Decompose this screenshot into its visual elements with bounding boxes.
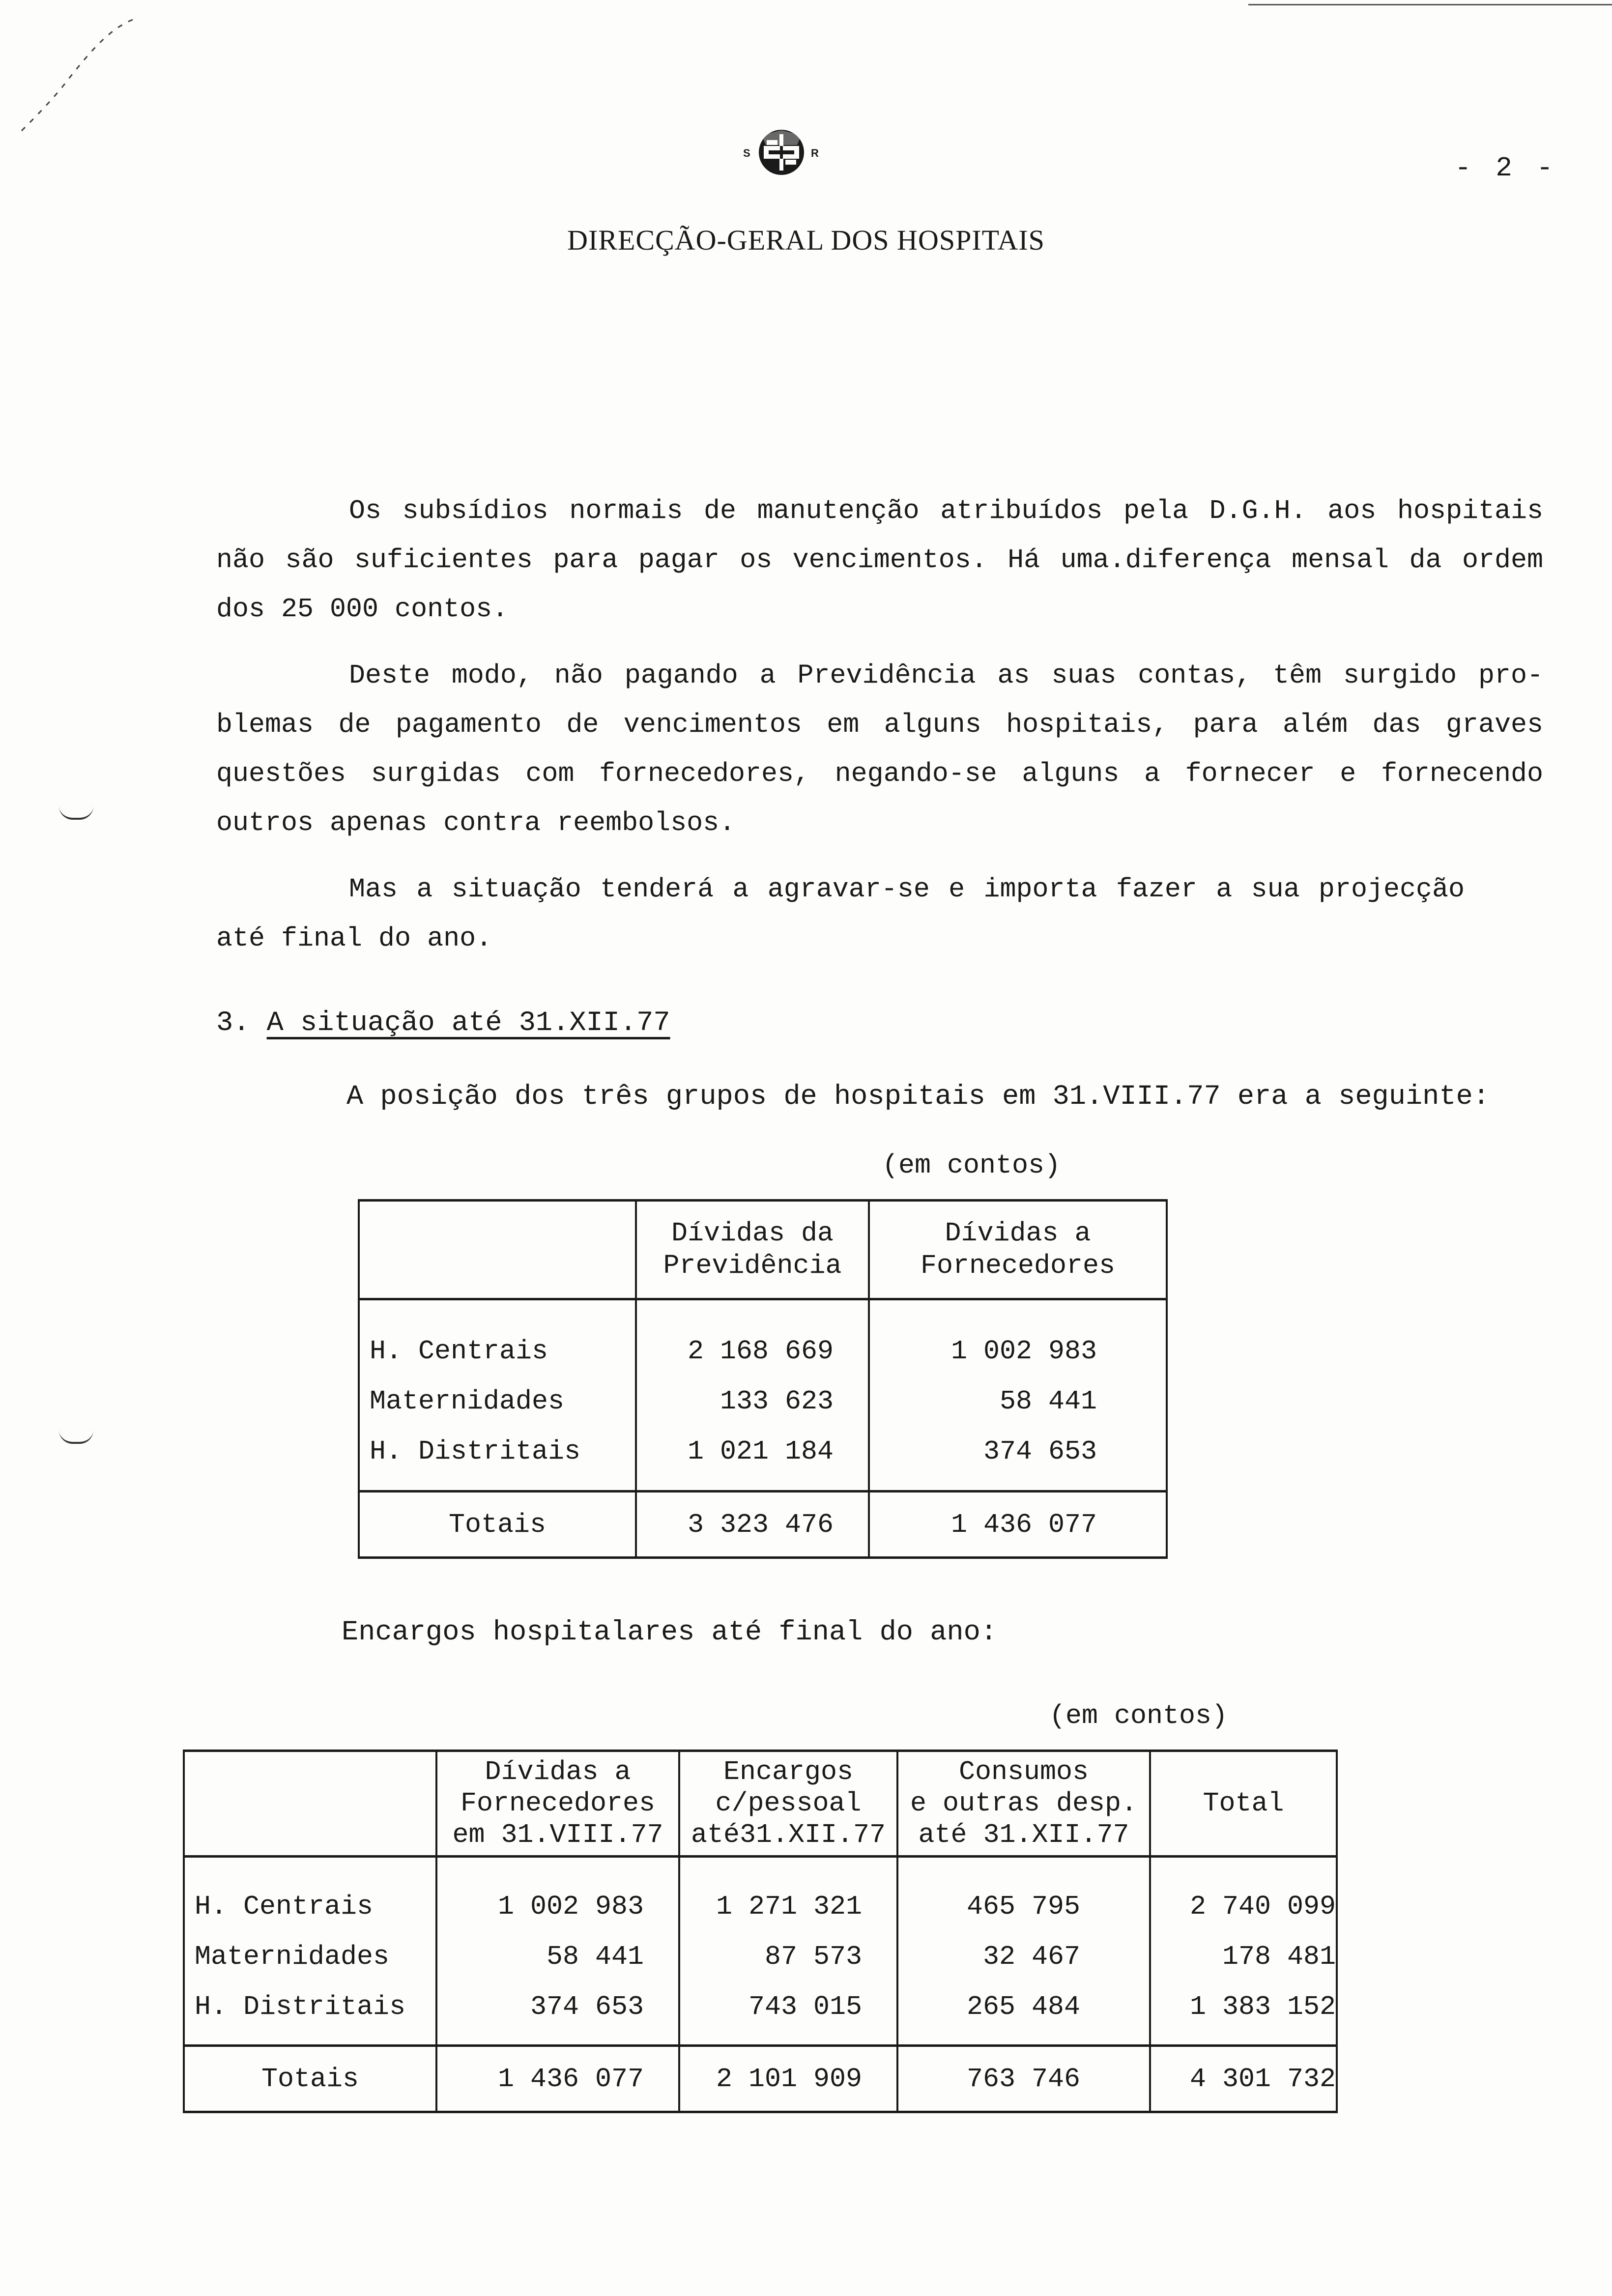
value-cell: 1 271 321	[679, 1857, 897, 1932]
value-cell: 178 481	[1150, 1931, 1337, 1981]
logo-letter-r: R	[811, 147, 819, 159]
row-label: H. Distritais	[184, 1981, 436, 2046]
paragraph-line: blemas de pagamento de vencimentos em alguns hospitais, para além das graves	[216, 709, 1543, 740]
totals-label: Totais	[359, 1492, 636, 1558]
debts-table	[358, 1199, 1168, 1559]
top-edge-line	[1248, 4, 1612, 5]
total-cell: 4 301 732	[1150, 2046, 1337, 2112]
paragraph-3	[216, 865, 1465, 963]
table-row	[359, 1376, 1167, 1426]
value-cell: 58 441	[436, 1931, 679, 1981]
section-number: 3.	[216, 1007, 250, 1039]
header-cell: Dívidas a Fornecedores em 31.VIII.77	[436, 1751, 679, 1857]
value-cell: 743 015	[679, 1981, 897, 2046]
paragraph-line: Mas a situação tenderá a agravar-se e importa fazer a sua projecção	[349, 874, 1465, 905]
header-cell: Total	[1150, 1751, 1337, 1857]
value-cell: 133 623	[636, 1376, 869, 1426]
value-cell: 465 795	[897, 1857, 1150, 1932]
header-cell-empty	[359, 1201, 636, 1299]
row-label: H. Distritais	[359, 1426, 636, 1492]
paragraph-line: não são suficientes para pagar os vencimentos. Há uma.diferença mensal da ordem	[216, 545, 1543, 575]
value-cell: 1 002 983	[436, 1857, 679, 1932]
total-cell: 763 746	[897, 2046, 1150, 2112]
section-heading	[216, 1007, 670, 1039]
value-cell: 1 002 983	[869, 1299, 1167, 1377]
value-cell: 2 740 099	[1150, 1857, 1337, 1932]
value-cell: 374 653	[869, 1426, 1167, 1492]
hole-punch-mark-icon	[59, 1430, 93, 1444]
value-cell: 58 441	[869, 1376, 1167, 1426]
value-cell: 1 021 184	[636, 1426, 869, 1492]
table-row	[184, 1981, 1337, 2046]
total-cell: 2 101 909	[679, 2046, 897, 2112]
totals-row	[184, 2046, 1337, 2112]
paragraph-line: até final do ano.	[216, 923, 492, 954]
paragraph-line: Os subsídios normais de manutenção atribuídos pela D.G.H. aos hospitais	[349, 495, 1543, 526]
table1-unit: (em contos)	[882, 1150, 1061, 1181]
charges-table	[183, 1750, 1338, 2113]
value-cell: 1 383 152	[1150, 1981, 1337, 2046]
page-header: DIRECÇÃO-GERAL DOS HOSPITAIS	[567, 224, 1045, 256]
value-cell: 32 467	[897, 1931, 1150, 1981]
table-row	[184, 1931, 1337, 1981]
value-cell: 265 484	[897, 1981, 1150, 2046]
total-cell: 3 323 476	[636, 1492, 869, 1558]
table-header-row	[359, 1201, 1167, 1299]
table2-intro: Encargos hospitalares até final do ano:	[342, 1617, 998, 1648]
section-title: A situação até 31.XII.77	[266, 1007, 670, 1039]
value-cell: 87 573	[679, 1931, 897, 1981]
hole-punch-mark-icon	[59, 806, 93, 820]
paragraph-line: dos 25 000 contos.	[216, 594, 509, 625]
value-cell: 2 168 669	[636, 1299, 869, 1377]
value-cell: 374 653	[436, 1981, 679, 2046]
row-label: H. Centrais	[184, 1857, 436, 1932]
totals-label: Totais	[184, 2046, 436, 2112]
table1-intro: A posição dos três grupos de hospitais em 31.VIII.77 era a seguinte:	[346, 1081, 1490, 1113]
total-cell: 1 436 077	[436, 2046, 679, 2112]
header-cell: Encargos c/pessoal até31.XII.77	[679, 1751, 897, 1857]
table-header-row	[184, 1751, 1337, 1857]
header-cell: Dívidas a Fornecedores	[869, 1201, 1167, 1299]
header-cell: Consumos e outras desp. até 31.XII.77	[897, 1751, 1150, 1857]
paragraph-1	[216, 487, 1543, 634]
page-number: - 2 -	[1455, 152, 1557, 184]
table2-unit: (em contos)	[1049, 1700, 1228, 1731]
header-cell-empty	[184, 1751, 436, 1857]
row-label: H. Centrais	[359, 1299, 636, 1377]
paragraph-2	[216, 651, 1543, 848]
paragraph-line: outros apenas contra reembolsos.	[216, 807, 736, 838]
logo-letter-s: S	[743, 147, 750, 159]
total-cell: 1 436 077	[869, 1492, 1167, 1558]
table-row	[359, 1299, 1167, 1377]
header-cell: Dívidas da Previdência	[636, 1201, 869, 1299]
paragraph-line: questões surgidas com fornecedores, negando-se alguns a fornecer e fornecendo	[216, 758, 1543, 789]
totals-row	[359, 1492, 1167, 1558]
sgr-emblem-icon	[732, 115, 831, 189]
paragraph-line: Deste modo, não pagando a Previdência as suas contas, têm surgido pro-	[349, 660, 1543, 691]
row-label: Maternidades	[184, 1931, 436, 1981]
table-row	[359, 1426, 1167, 1492]
row-label: Maternidades	[359, 1376, 636, 1426]
table-row	[184, 1857, 1337, 1932]
scan-corner-mark-icon	[10, 10, 138, 138]
